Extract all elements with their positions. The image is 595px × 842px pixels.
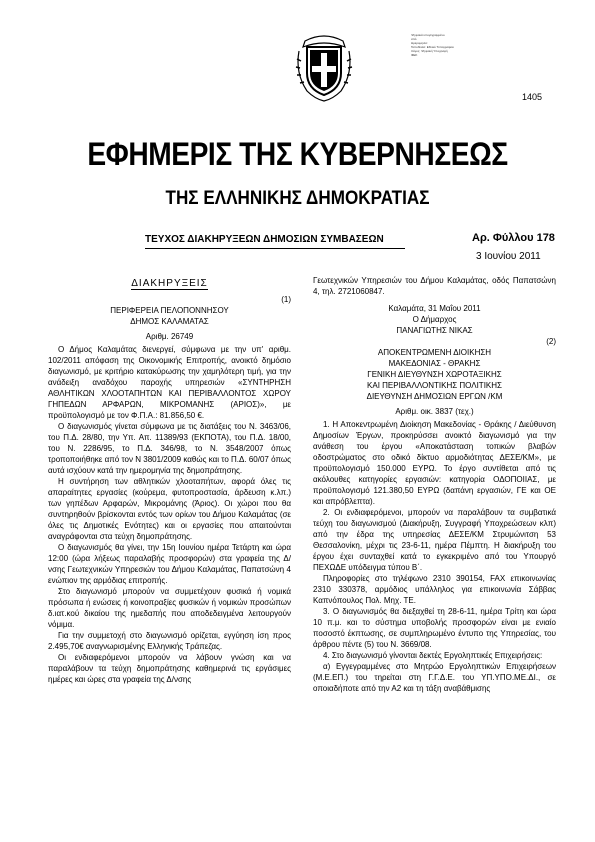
paragraph: Ο Δήμος Καλαμάτας διενεργεί, σύμφωνα με την υπ' αριθμ. 102/2011 απόφαση της Οικονομικής Επιτροπής, ανοικτό δημόσιο διαγωνισμό, με κριτήριο κατακύρωσης την χαμηλότερη τιμή, για την ανάδειξη αναδόχου παροχής υπηρεσιών «ΣΥΝΤΗΡΗΣΗ ΑΘΛΗΤΙΚΩΝ ΧΛΟΟΤΑΠΗΤΩΝ ΚΑΙ ΠΕΡΙΒΑΛΛΟΝΤΟΣ ΧΩΡΟΥ ΓΗΠΕΔΩΝ ΑΡΦΑΡΩΝ, ΜΙΚΡΟΜΑΝΗΣ (ΑΡΙΟΣ)», με προϋπολογισμό με τον Φ.Π.Α.: 81.856,50 €. bbox=[48, 345, 291, 420]
paragraph: Πληροφορίες στο τηλέφωνο 2310 390154, FAX επικοινωνίας 2310 330378, αρμόδιος υπάλληλος για επικοινωνία Σάββας Καπνόπουλος Πολ. Μηχ. ΤΕ. bbox=[313, 574, 556, 605]
digital-signature-stamp bbox=[411, 33, 481, 57]
stamp-line: Λόγος: Ψηφιακή Υπογραφή bbox=[411, 49, 448, 53]
left-column bbox=[48, 275, 291, 685]
paragraph: Οι ενδιαφερόμενοι μπορούν να λάβουν γνώση και να παραλάβουν τα τεύχη δημοπράτησης καθημερινά τις εργάσιμες ημέρες και ώρες στα γραφεία της Δ/νσης bbox=[48, 653, 291, 684]
issue-type: ΤΕΥΧΟΣ ΔΙΑΚΗΡΥΞΕΩΝ ΔΗΜΟΣΙΩΝ ΣΥΜΒΑΣΕΩΝ bbox=[145, 234, 384, 245]
paragraph: Γεωτεχνικών Υπηρεσιών του Δήμου Καλαμάτας, οδός Παπατσώνη 4, τηλ. 2721060847. bbox=[313, 276, 556, 296]
page-number: 1405 bbox=[521, 92, 542, 102]
decision-number: Αριθμ. 26749 bbox=[145, 332, 194, 341]
paragraph: 3. Ο διαγωνισμός θα διεξαχθεί τη 28-6-11, ημέρα Τρίτη και ώρα 10 π.μ. και το σύστημα υποβολής προσφορών είναι με ενιαίο ποσοστό έκπτωσης, σε συμπληρωμένο έντυπο της Υπηρεσίας, του άρθρου πέντε (5) του Ν. 3669/08. bbox=[313, 607, 556, 649]
authority-name: ΓΕΝΙΚΗ ΔΙΕΥΘΥΝΣΗ ΧΩΡΟΤΑΞΙΚΗΣ bbox=[367, 370, 502, 379]
issue-type-underline bbox=[145, 248, 405, 249]
gazette-subtitle: ΤΗΣ ΕΛΛΗΝΙΚΗΣ ΔΗΜΟΚΡΑΤΙΑΣ bbox=[165, 188, 430, 209]
greek-coat-of-arms-icon bbox=[293, 33, 355, 103]
authority-name: ΑΠΟΚΕΝΤΡΩΜΕΝΗ ΔΙΟΙΚΗΣΗ bbox=[377, 348, 492, 357]
paragraph: 2. Οι ενδιαφερόμενοι, μπορούν να παραλάβουν τα συμβατικά τεύχη του διαγωνισμού (Διακήρυξη, Συγγραφή Υποχρεώσεων κλπ) από την έδρα της υπηρεσίας ΔΕΣΕ/ΚΜ Στρυμώνιτση 53 Θεσσαλονίκη, μέχρι τις 23-6-11, ημέρα Πέμπτη. Η διακήρυξη του έργου έχει συνταχθεί κατά το εγκεκριμένο από του Υπουργό ΠΕΧΩΔΕ υπόδειγμα τύπου Β΄. bbox=[313, 508, 556, 572]
paragraph: 4. Στο διαγωνισμό γίνονται δεκτές Εργοληπτικές Επιχειρήσεις: bbox=[323, 651, 543, 660]
decision-number: Αριθμ. οικ. 3837 (τεχ.) bbox=[395, 407, 474, 416]
paragraph: Στο διαγωνισμό μπορούν να συμμετέχουν φυσικά ή νομικά πρόσωπα ή ενώσεις ή κοινοπραξίες φυσικών ή νομικών προσώπων δ.ιατ.κού δικαίου της ημεδαπής που αποδεδειγμένα λειτουργούν νόμιμα. bbox=[48, 587, 291, 629]
stamp-line: Ψηφιακά υπογεγραμμένο bbox=[411, 33, 445, 37]
signature-title: Ο Δήμαρχος bbox=[412, 315, 457, 324]
paragraph: 1. Η Αποκεντρωμένη Διοίκηση Μακεδονίας - Θράκης / Διεύθυνση Δημοσίων Έργων, προκηρύσσει ανοικτό διαγωνισμό για την ανάθεση του έργου «Αποκατάσταση τοπικών βλαβών οδοστρώματος στο οδικό δίκτυο αρμοδιότητας ΔΕΣΕ/ΚΜ», με προϋπολογισμό 150.000 ΕΥΡΩ. Το έργο συντίθεται από τις ακόλουθες κατηγορίες εργασιών: κατηγορία ΟΔΟΠΟΙΙΑΣ, με προϋπολογισμό 121.380,50 ΕΥΡΩ (δαπάνη εργασιών, ΓΕ και ΟΕ και απρόβλεπτα). bbox=[313, 420, 556, 506]
stamp-line: από bbox=[411, 37, 417, 41]
notice-number: (2) bbox=[546, 337, 556, 346]
authority-name: ΔΙΕΥΘΥΝΣΗ ΔΗΜΟΣΙΩΝ ΕΡΓΩΝ /ΚΜ bbox=[366, 392, 503, 401]
issue-date: 3 Ιουνίου 2011 bbox=[476, 251, 541, 262]
paragraph: Ο διαγωνισμός γίνεται σύμφωνα με τις διατάξεις του Ν. 3463/06, του Π.Δ. 28/80, την Υπ. Απ. 11389/93 (ΕΚΠΟΤΑ), του Π.Δ. 18/00, του Ν. 2286/95, το Π.Δ. 346/98, το Ν. 3548/2007 όπως τροποποιήθηκε από τον Ν 3801/2009 καθώς και το Π.Δ. 60/07 όπως αυτά ισχύουν κατά την ημερομηνία της δημοπράτησης. bbox=[48, 422, 291, 475]
authority-name: ΜΑΚΕΔΟΝΙΑΣ - ΘΡΑΚΗΣ bbox=[388, 359, 481, 368]
sheet-number: Αρ. Φύλλου 178 bbox=[472, 232, 555, 244]
paragraph: Η συντήρηση των αθλητικών χλοοταπήτων, αφορά όλες τις απαραίτητες εργασίες (κούρεμα, φυτοπροστασία, άρδευση κ.λπ.) των γηπέδων Αρφαρών, Μικρομάνης (Άριος). Οι χώροι που θα συντηρηθούν βρίσκονται εντός των ορίων του Δήμου Καλαμάτας (σε όλες τις Δημοτικές Ενότητες) και οι εργασίες που απαιτούνται αναγράφονται στα τεύχη δημοπράτησης. bbox=[48, 477, 291, 541]
signature-name: ΠΑΝΑΓΙΩΤΗΣ ΝΙΚΑΣ bbox=[396, 326, 473, 335]
section-heading: ΔΙΑΚΗΡΥΞΕΙΣ bbox=[131, 278, 208, 289]
paragraph: α) Εγγεγραμμένες στο Μητρώο Εργοληπτικών Επιχειρήσεων (Μ.Ε.ΕΠ.) του τηρείται στη Γ.Γ.Δ.Ε. του ΥΠ.ΥΠΟ.ΜΕ.ΔΙ., σε οποιαδήποτε από την Α2 και τη τάξη αναβάθμισης bbox=[313, 662, 556, 693]
gazette-title: ΕΦΗΜΕΡΙΣ ΤΗΣ ΚΥΒΕΡΝΗΣΕΩΣ bbox=[87, 136, 508, 172]
notice-number: (1) bbox=[281, 295, 291, 304]
paragraph: Ο διαγωνισμός θα γίνει, την 15η Ιουνίου ημέρα Τετάρτη και ώρα 12:00 (ώρα λήξεως παραλαβής προσφορών) στα γραφεία της Δ/νσης Γεωτεχνικών Υπηρεσιών του Δήμου Καλαμάτας, Παπατσώνη 4 ενώπιον της αρμόδιας επιτροπής. bbox=[48, 543, 291, 585]
paragraph: Για την συμμετοχή στο διαγωνισμό ορίζεται, εγγύηση ίση προς 2.495,70€ αναγνωρισμένης Ελληνικής Τράπεζας. bbox=[48, 631, 291, 651]
stamp-line: Ημερομηνία: bbox=[411, 41, 428, 45]
stamp-line: ΦΕΚ bbox=[411, 53, 418, 57]
signature-place-date: Καλαμάτα, 31 Μαΐου 2011 bbox=[388, 304, 481, 313]
authority-name: ΚΑΙ ΠΕΡΙΒΑΛΛΟΝΤΙΚΗΣ ΠΟΛΙΤΙΚΗΣ bbox=[367, 381, 502, 390]
authority-name: ΠΕΡΙΦΕΡΕΙΑ ΠΕΛΟΠΟΝΝΗΣΟΥ bbox=[110, 306, 229, 315]
authority-name: ΔΗΜΟΣ ΚΑΛΑΜΑΤΑΣ bbox=[130, 317, 209, 326]
stamp-line: Τοποθεσία: Εθνικό Τυπογραφείο bbox=[411, 45, 454, 49]
right-column bbox=[313, 275, 556, 694]
